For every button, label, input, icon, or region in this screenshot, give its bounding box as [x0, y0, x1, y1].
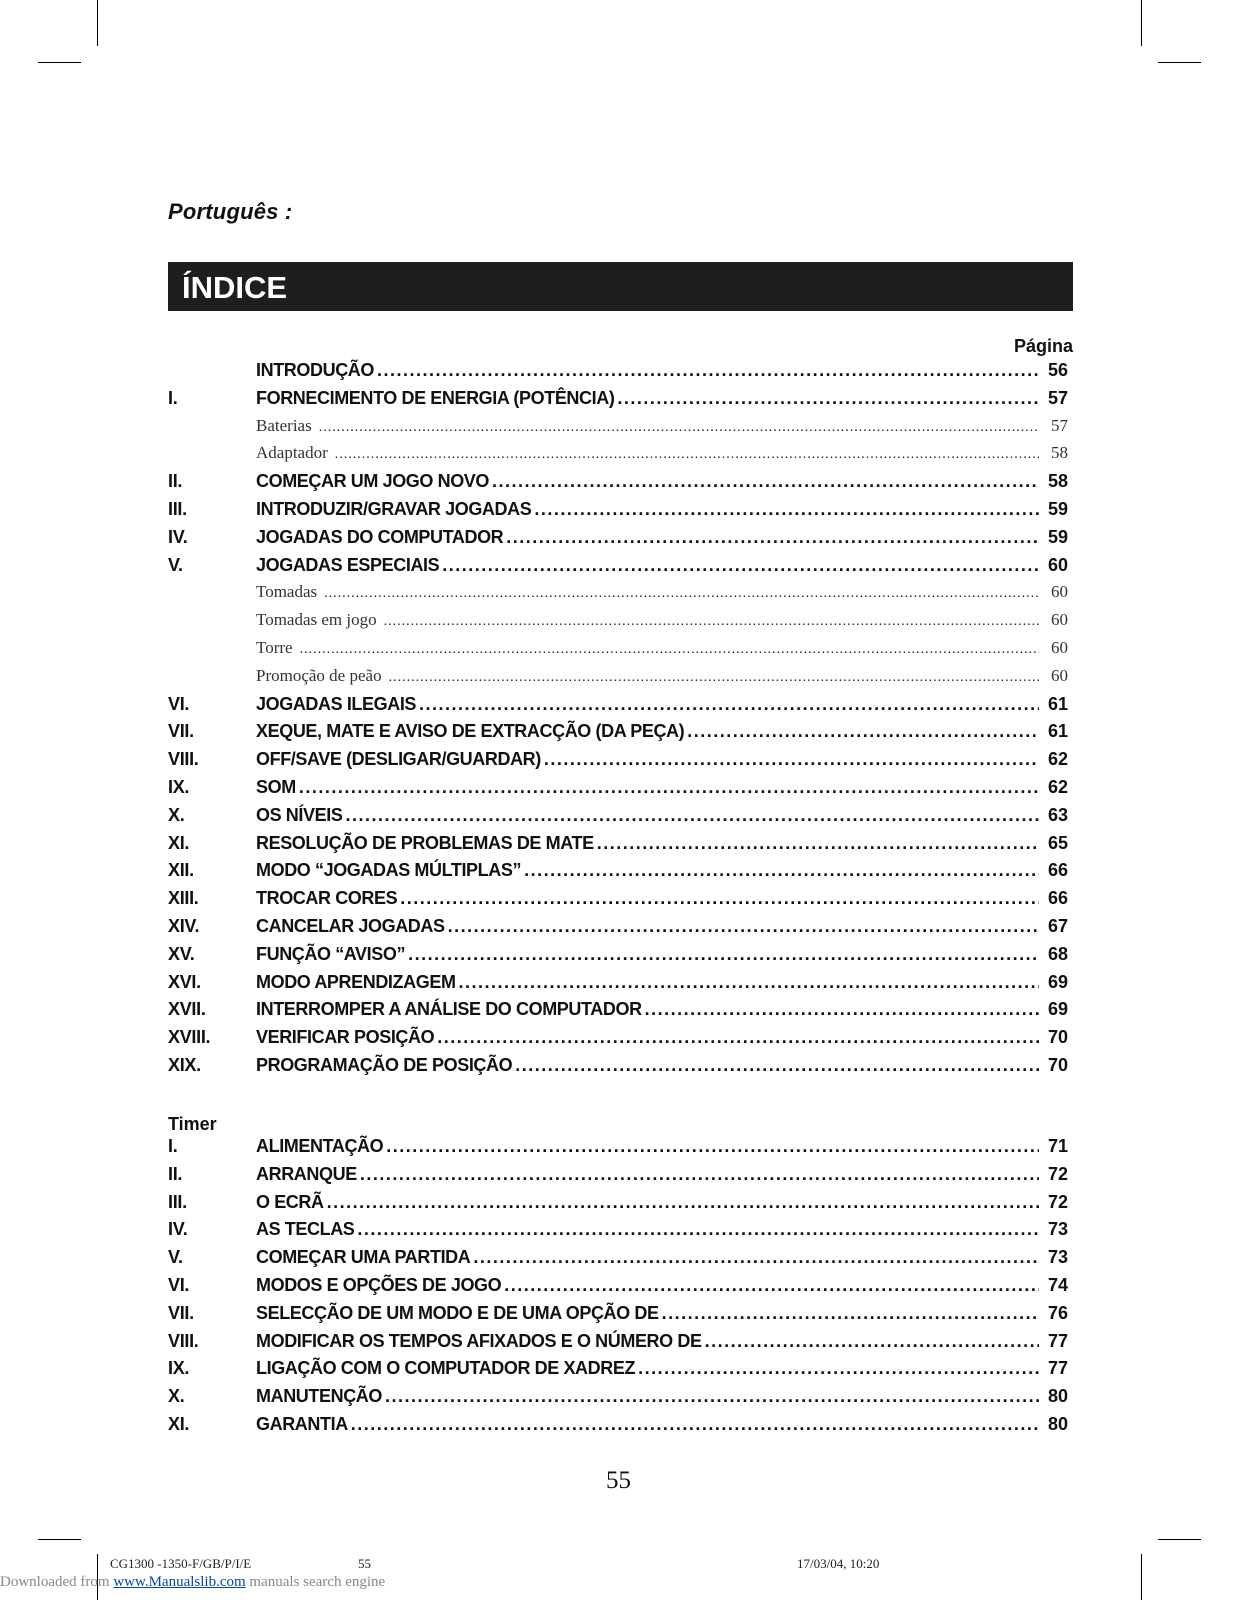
- toc-entry: [168, 471, 1073, 499]
- toc-entry-number: IX.: [168, 776, 190, 797]
- toc-entry-title: CANCELAR JOGADAS: [256, 915, 445, 936]
- crop-mark-top-left-vertical: [97, 0, 98, 46]
- toc-entry: [168, 1027, 1073, 1055]
- crop-mark-top-right-vertical: [1141, 0, 1142, 46]
- toc-entry-title: INTRODUZIR/GRAVAR JOGADAS: [256, 498, 532, 519]
- crop-mark-top-right-horizontal: [1158, 62, 1201, 63]
- toc-entry-title: OFF/SAVE (DESLIGAR/GUARDAR): [256, 749, 541, 770]
- dot-leader: [351, 1414, 1039, 1435]
- timer-section-label: Timer: [168, 1114, 217, 1134]
- footer-file: CG1300 -1350-F/GB/P/I/E: [110, 1556, 252, 1571]
- toc-entry-number: X.: [168, 1386, 185, 1407]
- toc-entry-page: 61: [1047, 721, 1068, 742]
- timer-table-of-contents: [168, 1136, 1073, 1442]
- dot-leader: [705, 1331, 1039, 1352]
- toc-entry-page: 80: [1047, 1413, 1068, 1434]
- toc-entry-number: V.: [168, 554, 183, 575]
- page-number: 55: [606, 1467, 631, 1494]
- dot-leader: [408, 944, 1039, 965]
- dot-leader: [524, 860, 1039, 881]
- dot-leader: [419, 694, 1039, 715]
- dot-leader: [544, 749, 1039, 770]
- toc-entry-title: FORNECIMENTO DE ENERGIA (POTÊNCIA): [256, 387, 615, 408]
- toc-entry-title: FUNÇÃO “AVISO”: [256, 943, 406, 964]
- toc-entry-number: XI.: [168, 1413, 190, 1434]
- toc-entry: [168, 916, 1073, 944]
- toc-entry: [168, 777, 1073, 805]
- toc-entry-page: 60: [1051, 582, 1068, 602]
- toc-entry-number: VII.: [168, 721, 194, 742]
- toc-entry-number: XIV.: [168, 915, 200, 936]
- dot-leader: [357, 1219, 1039, 1240]
- toc-entry-page: 71: [1047, 1136, 1068, 1156]
- dot-leader: [437, 1027, 1039, 1048]
- toc-entry-page: 60: [1047, 554, 1068, 575]
- toc-entry: [168, 944, 1073, 972]
- toc-entry-number: VI.: [168, 693, 190, 714]
- dot-leader: [617, 388, 1039, 409]
- toc-entry-page: 69: [1047, 999, 1068, 1020]
- dot-leader: [324, 586, 1039, 602]
- toc-entry-title: ALIMENTAÇÃO: [256, 1136, 384, 1156]
- toc-entry: [168, 1303, 1073, 1331]
- toc-entry-title: MODIFICAR OS TEMPOS AFIXADOS E O NÚMERO DE: [256, 1330, 702, 1351]
- toc-entry: [168, 999, 1073, 1027]
- toc-entry: [168, 694, 1073, 722]
- dot-leader: [386, 1136, 1039, 1157]
- crop-mark-bottom-right-vertical: [1141, 1554, 1142, 1600]
- toc-entry-title: INTERROMPER A ANÁLISE DO COMPUTADOR: [256, 999, 642, 1020]
- toc-entry-page: 68: [1047, 943, 1068, 964]
- language-heading: Português :: [168, 199, 293, 224]
- toc-entry-title: SELECÇÃO DE UM MODO E DE UMA OPÇÃO DE: [256, 1302, 659, 1323]
- toc-entry: [168, 1358, 1073, 1386]
- dot-leader: [492, 471, 1039, 492]
- toc-entry-title: Torre: [256, 637, 293, 657]
- toc-entry-title: XEQUE, MATE E AVISO DE EXTRACÇÃO (DA PEÇA): [256, 721, 685, 742]
- crop-mark-bottom-left-horizontal: [38, 1539, 81, 1540]
- dot-leader: [645, 999, 1039, 1020]
- toc-entry-number: XII.: [168, 860, 194, 881]
- toc-entry: [168, 721, 1073, 749]
- toc-entry: [168, 1136, 1073, 1164]
- dot-leader: [299, 777, 1039, 798]
- toc-entry: [168, 499, 1073, 527]
- toc-entry-number: XVIII.: [168, 1027, 211, 1048]
- dot-leader: [300, 642, 1039, 658]
- toc-entry-title: JOGADAS ILEGAIS: [256, 693, 417, 714]
- index-title-bar: [168, 262, 1073, 311]
- download-suffix: manuals search engine: [249, 1574, 386, 1590]
- dot-leader: [360, 1164, 1039, 1185]
- dot-leader: [389, 670, 1039, 686]
- dot-leader: [534, 499, 1039, 520]
- toc-entry-page: 59: [1047, 526, 1068, 547]
- dot-leader: [515, 1055, 1039, 1076]
- toc-entry-page: 77: [1047, 1358, 1068, 1379]
- toc-entry-title: JOGADAS DO COMPUTADOR: [256, 526, 504, 547]
- dot-leader: [448, 916, 1039, 937]
- dot-leader: [506, 527, 1039, 548]
- dot-leader: [319, 420, 1039, 436]
- toc-entry: [168, 1386, 1073, 1414]
- toc-subentry: [168, 416, 1073, 444]
- toc-entry-page: 77: [1047, 1330, 1068, 1351]
- toc-entry-title: Tomadas em jogo: [256, 610, 377, 630]
- toc-entry-title: MODOS E OPÇÕES DE JOGO: [256, 1274, 502, 1295]
- toc-subentry: [168, 666, 1073, 694]
- toc-entry: [168, 527, 1073, 555]
- toc-entry-number: IX.: [168, 1358, 190, 1379]
- toc-entry: [168, 1331, 1073, 1359]
- toc-entry-page: 72: [1047, 1163, 1068, 1184]
- toc-entry-page: 63: [1047, 804, 1068, 825]
- dot-leader: [597, 833, 1039, 854]
- toc-entry-page: 60: [1051, 665, 1068, 685]
- toc-entry: [168, 1164, 1073, 1192]
- toc-entry: [168, 1219, 1073, 1247]
- toc-entry-title: RESOLUÇÃO DE PROBLEMAS DE MATE: [256, 832, 594, 853]
- toc-entry-page: 70: [1047, 1054, 1068, 1075]
- toc-entry-title: AS TECLAS: [256, 1219, 355, 1240]
- toc-entry-number: II.: [168, 1163, 183, 1184]
- toc-entry-number: XI.: [168, 832, 190, 853]
- dot-leader: [504, 1275, 1039, 1296]
- toc-entry-number: III.: [168, 498, 187, 519]
- toc-entry: [168, 1192, 1073, 1220]
- dot-leader: [442, 555, 1039, 576]
- toc-entry-page: 59: [1047, 498, 1068, 519]
- toc-entry-page: 58: [1047, 471, 1068, 492]
- toc-entry-page: 62: [1047, 776, 1068, 797]
- toc-entry-title: Tomadas: [256, 582, 318, 602]
- toc-entry: [168, 1275, 1073, 1303]
- toc-entry-number: XVI.: [168, 971, 201, 992]
- toc-entry: [168, 360, 1073, 388]
- toc-entry-page: 56: [1047, 360, 1068, 380]
- toc-entry-page: 65: [1047, 832, 1068, 853]
- toc-entry: [168, 1247, 1073, 1275]
- toc-entry-number: I.: [168, 387, 178, 408]
- toc-entry-page: 66: [1047, 860, 1068, 881]
- toc-entry-title: LIGAÇÃO COM O COMPUTADOR DE XADREZ: [256, 1358, 636, 1379]
- toc-entry-title: MODO APRENDIZAGEM: [256, 971, 456, 992]
- dot-leader: [377, 360, 1039, 381]
- toc-subentry: [168, 610, 1073, 638]
- dot-leader: [327, 1192, 1039, 1213]
- toc-entry-page: 62: [1047, 749, 1068, 770]
- toc-entry: [168, 833, 1073, 861]
- dot-leader: [385, 1386, 1039, 1407]
- toc-entry-number: I.: [168, 1136, 178, 1156]
- toc-entry-page: 58: [1051, 443, 1068, 463]
- footer-page: 55: [358, 1556, 371, 1571]
- toc-entry-title: SOM: [256, 776, 296, 797]
- table-of-contents: [168, 360, 1073, 1083]
- toc-entry-title: INTRODUÇÃO: [256, 360, 374, 380]
- toc-entry-title: VERIFICAR POSIÇÃO: [256, 1027, 435, 1048]
- toc-subentry: [168, 638, 1073, 666]
- toc-entry-page: 73: [1047, 1219, 1068, 1240]
- toc-entry-title: MANUTENÇÃO: [256, 1386, 382, 1407]
- toc-entry-number: III.: [168, 1191, 187, 1212]
- page-column-label: Página: [1013, 336, 1073, 356]
- toc-entry-number: II.: [168, 471, 183, 492]
- toc-entry-title: JOGADAS ESPECIAIS: [256, 554, 440, 575]
- toc-entry: [168, 1414, 1073, 1442]
- download-prefix: Downloaded from: [0, 1574, 110, 1590]
- crop-mark-top-left-horizontal: [38, 62, 81, 63]
- toc-entry-number: X.: [168, 804, 185, 825]
- toc-entry: [168, 555, 1073, 583]
- toc-entry-page: 72: [1047, 1191, 1068, 1212]
- toc-entry-page: 66: [1047, 888, 1068, 909]
- toc-subentry: [168, 443, 1073, 471]
- toc-entry-title: COMEÇAR UMA PARTIDA: [256, 1247, 471, 1268]
- toc-entry-number: XIII.: [168, 888, 199, 909]
- crop-mark-bottom-right-horizontal: [1158, 1539, 1201, 1540]
- download-line: [0, 1574, 385, 1591]
- toc-entry-page: 57: [1051, 415, 1068, 435]
- dot-leader: [687, 721, 1039, 742]
- toc-entry-title: COMEÇAR UM JOGO NOVO: [256, 471, 490, 492]
- dot-leader: [384, 614, 1039, 630]
- toc-entry-title: OS NÍVEIS: [256, 804, 343, 825]
- toc-entry-title: Baterias: [256, 415, 312, 435]
- toc-entry-page: 61: [1047, 693, 1068, 714]
- toc-entry-number: VIII.: [168, 1330, 199, 1351]
- toc-entry-page: 60: [1051, 637, 1068, 657]
- toc-entry-number: IV.: [168, 1219, 188, 1240]
- dot-leader: [345, 805, 1039, 826]
- toc-entry: [168, 805, 1073, 833]
- toc-entry-number: XV.: [168, 943, 195, 964]
- toc-entry-page: 60: [1051, 610, 1068, 630]
- toc-entry-page: 67: [1047, 915, 1068, 936]
- toc-entry: [168, 749, 1073, 777]
- footer-datetime: 17/03/04, 10:20: [797, 1556, 880, 1571]
- toc-entry-title: GARANTIA: [256, 1413, 348, 1434]
- dot-leader: [473, 1247, 1039, 1268]
- toc-entry: [168, 972, 1073, 1000]
- toc-entry-number: VIII.: [168, 749, 199, 770]
- toc-entry-page: 76: [1047, 1302, 1068, 1323]
- toc-entry-page: 80: [1047, 1386, 1068, 1407]
- toc-entry: [168, 1055, 1073, 1083]
- toc-entry-title: Promoção de peão: [256, 665, 382, 685]
- toc-entry: [168, 888, 1073, 916]
- toc-subentry: [168, 582, 1073, 610]
- toc-entry: [168, 860, 1073, 888]
- toc-entry-number: XIX.: [168, 1054, 201, 1075]
- toc-entry-title: Adaptador: [256, 443, 328, 463]
- dot-leader: [638, 1358, 1039, 1379]
- toc-entry-number: IV.: [168, 526, 188, 547]
- dot-leader: [335, 447, 1039, 463]
- dot-leader: [662, 1303, 1039, 1324]
- toc-entry-number: XVII.: [168, 999, 206, 1020]
- dot-leader: [459, 972, 1039, 993]
- toc-entry-title: ARRANQUE: [256, 1163, 357, 1184]
- manualslib-link[interactable]: www.Manualslib.com: [113, 1574, 246, 1590]
- toc-entry-page: 74: [1047, 1274, 1068, 1295]
- toc-entry: [168, 388, 1073, 416]
- toc-entry-title: MODO “JOGADAS MÚLTIPLAS”: [256, 860, 522, 881]
- dot-leader: [400, 888, 1039, 909]
- toc-entry-number: VI.: [168, 1274, 190, 1295]
- toc-entry-number: V.: [168, 1247, 183, 1268]
- toc-entry-page: 57: [1047, 387, 1068, 408]
- toc-entry-title: O ECRÃ: [256, 1191, 324, 1212]
- index-title: ÍNDICE: [182, 270, 288, 305]
- toc-entry-page: 73: [1047, 1247, 1068, 1268]
- toc-entry-title: PROGRAMAÇÃO DE POSIÇÃO: [256, 1054, 513, 1075]
- toc-entry-page: 69: [1047, 971, 1068, 992]
- toc-entry-number: VII.: [168, 1302, 194, 1323]
- toc-entry-title: TROCAR CORES: [256, 888, 398, 909]
- toc-entry-page: 70: [1047, 1027, 1068, 1048]
